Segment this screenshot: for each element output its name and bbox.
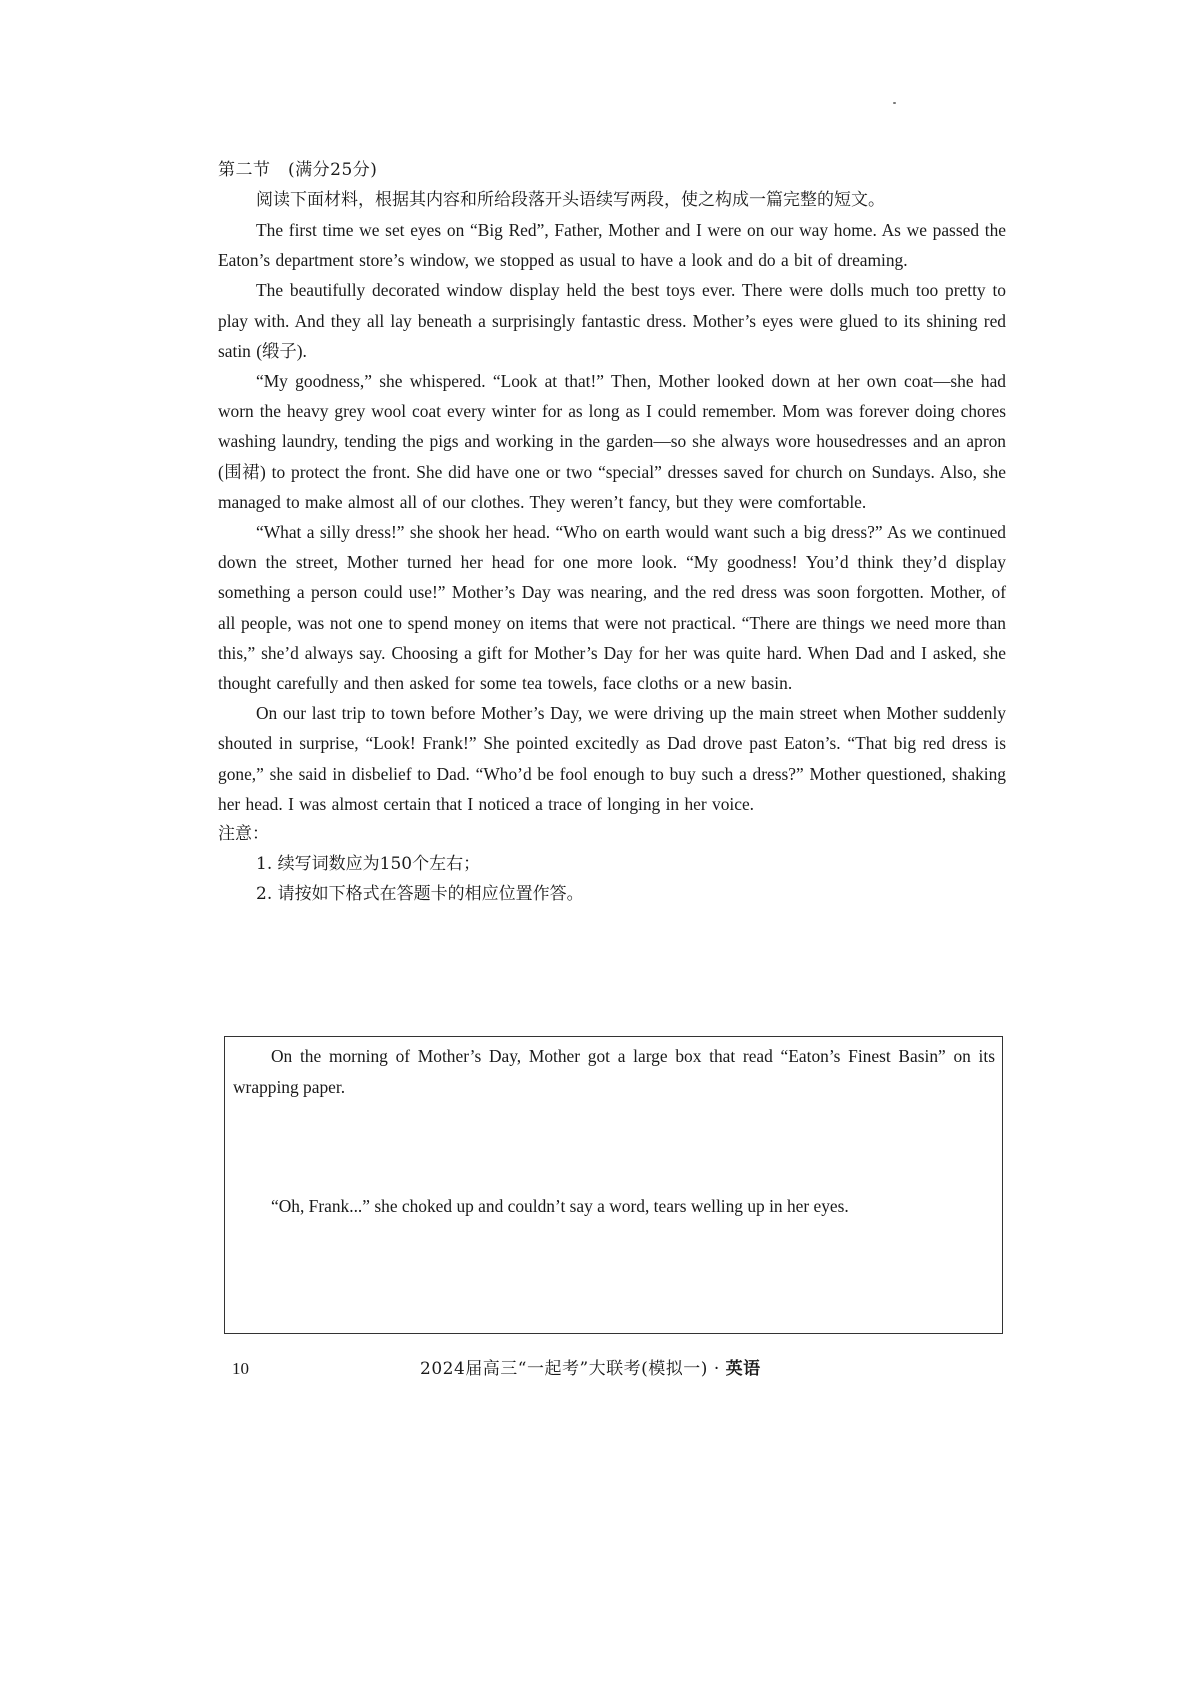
passage-paragraph: The first time we set eyes on “Big Red”, Father, Mother and I were on our way home. As we passed the Eaton’s department store’s window, we stopped as usual to have a look and do a bit of dreaming. [218,220,1006,271]
scan-speck [893,102,896,104]
note-item: 2. 请按如下格式在答题卡的相应位置作答。 [256,884,584,905]
section-title: 第二节 (满分25分) [218,160,378,180]
passage-paragraph: On our last trip to town before Mother’s Day, we were driving up the main street when Mother suddenly shouted in surprise, “Look! Frank!” She pointed excitedly as Dad drove past Eaton’s. “That big red dress is gone,” she said in disbelief to Dad. “Who’d be fool enough to buy such a dress?” Mother questioned, shaking her head. I was almost certain that I noticed a trace of longing in her voice. [218,703,1006,814]
main-content [218,155,1006,909]
answer-paragraph-2-opening: “Oh, Frank...” she choked up and couldn’t say a word, tears welling up in her eyes. [271,1196,849,1216]
passage-paragraph: “My goodness,” she whispered. “Look at that!” Then, Mother looked down at her own coat—she had worn the heavy grey wool coat every winter for as long as I could remember. Mom was forever doing chores washing laundry, tending the pigs and working in the garden—so she always wore housedresses and an apron (围裙) to protect the front. She did have one or two “special” dresses saved for church on Sundays. Also, she managed to make almost all of our clothes. They weren’t fancy, but they were comfortable. [218,371,1006,512]
exam-title [420,1354,761,1384]
answer-paragraph-1-opening: On the morning of Mother’s Day, Mother got a large box that read “Eaton’s Finest Basin” on its wrapping paper. [233,1046,995,1097]
exam-subject: 英语 [725,1359,761,1379]
page-number: 10 [232,1359,249,1378]
passage-paragraph: The beautifully decorated window display held the best toys ever. There were dolls much too pretty to play with. And they all lay beneath a surprisingly fantastic dress. Mother’s eyes were glued to its shining red satin (缎子). [218,280,1006,361]
exam-title-text: 2024届高三“一起考”大联考(模拟一) · [420,1359,726,1379]
note-item: 1. 续写词数应为150个左右； [256,854,481,875]
notes-title: 注意： [218,824,269,845]
page-footer [0,1354,1200,1384]
answer-box [224,1036,1003,1334]
section-instruction: 阅读下面材料，根据其内容和所给段落开头语续写两段，使之构成一篇完整的短文。 [256,190,885,210]
passage-paragraph: “What a silly dress!” she shook her head. “Who on earth would want such a big dress?” As we continued down the street, Mother turned her head for one more look. “My goodness! You’d think they’d display something a person could use!” Mother’s Day was nearing, and the red dress was soon forgotten. Mother, of all people, was not one to spend money on items that were not practical. “There are things we need more than this,” she’d always say. Choosing a gift for Mother’s Day for her was quite hard. When Dad and I asked, she thought carefully and then asked for some tea towels, face cloths or a new basin. [218,522,1006,694]
